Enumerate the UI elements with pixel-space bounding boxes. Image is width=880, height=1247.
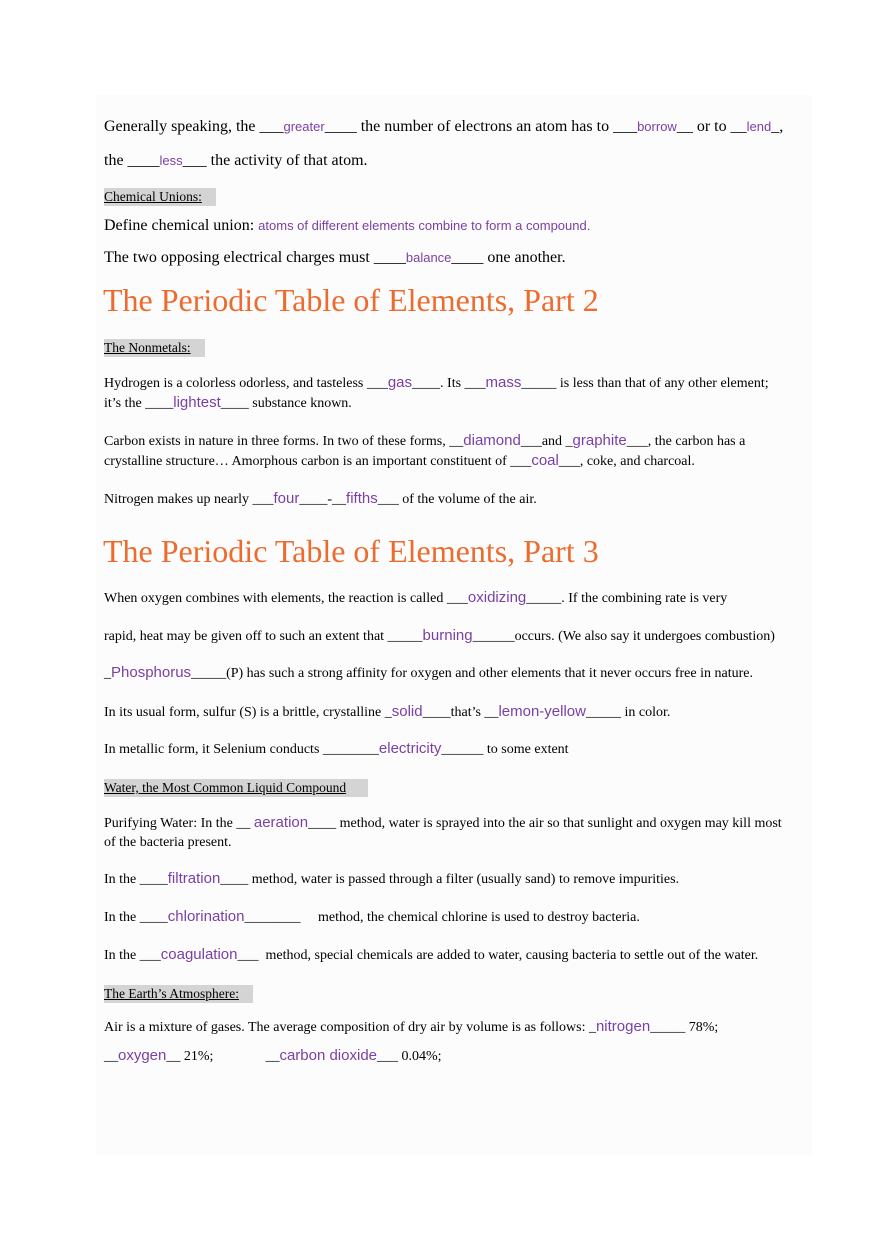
selenium-sentence: In metallic form, it Selenium conducts ________electricity______ to some extent	[104, 740, 569, 757]
opposing-charges-sentence: The two opposing electrical charges must ____balance____ one another.	[104, 249, 566, 266]
answer-filtration: filtration	[167, 870, 221, 887]
answer-lemon-yellow: lemon-yellow	[498, 703, 586, 720]
define-chemical-union: Define chemical union: atoms of different elements combine to form a compound.	[104, 217, 591, 234]
answer-lend: lend	[746, 119, 772, 134]
answer-less: less	[159, 153, 183, 168]
sulfur-sentence: In its usual form, sulfur (S) is a brittle, crystalline _solid____that’s __lemon-yellow_____ in color.	[104, 703, 671, 720]
answer-balance: balance	[405, 250, 452, 265]
chlorination-sentence: In the ____chlorination________ method, the chemical chlorine is used to destroy bacteria.	[104, 908, 640, 925]
answer-diamond: diamond	[463, 432, 521, 449]
oxygen-sentence-1: When oxygen combines with elements, the reaction is called ___oxidizing_____. If the combining rate is very	[104, 589, 728, 606]
oxygen-sentence-2: rapid, heat may be given off to such an extent that _____burning______occurs. (We also say it undergoes combustion)	[104, 627, 775, 644]
answer-chlorination: chlorination	[167, 908, 245, 925]
answer-lightest: lightest	[173, 394, 221, 411]
electrons-sentence: Generally speaking, the ___greater____ the number of electrons an atom has to ___borrow__ or to __lend_,	[104, 118, 784, 135]
answer-oxygen: oxygen	[118, 1047, 167, 1064]
answer-mass: mass	[485, 374, 522, 391]
chemical-unions-label: Chemical Unions:	[104, 188, 216, 206]
hydrogen-paragraph: Hydrogen is a colorless odorless, and tasteless ___gas____. Its ___mass_____ is less than that of any other element; it’s the ____lightest____ substance known.	[104, 374, 769, 411]
heading-part-2: The Periodic Table of Elements, Part 2	[103, 282, 599, 318]
answer-graphite: graphite	[572, 432, 627, 449]
answer-borrow: borrow	[637, 119, 677, 134]
answer-phosphorus: Phosphorus	[111, 664, 192, 681]
answer-gas: gas	[387, 374, 413, 391]
coagulation-sentence: In the ___coagulation___ method, special chemicals are added to water, causing bacteria to settle out of the water.	[104, 946, 759, 963]
activity-sentence: the ____less___ the activity of that atom.	[104, 152, 368, 169]
answer-coagulation: coagulation	[160, 946, 238, 963]
nitrogen-sentence: Nitrogen makes up nearly ___four____-__fifths___ of the volume of the air.	[104, 490, 537, 507]
heading-part-3: The Periodic Table of Elements, Part 3	[103, 533, 599, 569]
answer-fifths: fifths	[346, 490, 378, 507]
answer-coal: coal	[531, 452, 559, 469]
carbon-paragraph: Carbon exists in nature in three forms. In two of these forms, __diamond___and _graphite___, the carbon has a crystalline structure… Amorphous carbon is an important constituent of ___coal___, coke, and charcoal.	[104, 432, 746, 469]
air-composition-line-2: __oxygen__ 21%; __carbon dioxide___ 0.04%;	[104, 1047, 442, 1064]
answer-aeration: aeration	[253, 814, 309, 831]
answer-solid: solid	[391, 703, 423, 720]
water-label: Water, the Most Common Liquid Compound	[104, 779, 368, 797]
answer-nitrogen: nitrogen	[595, 1018, 651, 1035]
atmosphere-label: The Earth’s Atmosphere:	[104, 985, 253, 1003]
answer-oxidizing: oxidizing	[467, 589, 527, 606]
aeration-paragraph: Purifying Water: In the __ aeration____ method, water is sprayed into the air so that sunlight and oxygen may kill most of the bacteria present.	[104, 814, 782, 850]
answer-four: four	[273, 490, 300, 507]
air-composition-sentence: Air is a mixture of gases. The average composition of dry air by volume is as follows: _nitrogen_____ 78%;	[104, 1018, 719, 1035]
nonmetals-label: The Nonmetals:	[104, 339, 205, 357]
answer-burning: burning	[422, 627, 473, 644]
answer-greater: greater	[283, 119, 325, 134]
answer-electricity: electricity	[378, 740, 442, 757]
answer-carbon-dioxide: carbon dioxide	[279, 1047, 378, 1064]
answer-chemical-union: atoms of different elements combine to form a compound.	[258, 218, 591, 233]
filtration-sentence: In the ____filtration____ method, water is passed through a filter (usually sand) to remove impurities.	[104, 870, 680, 887]
phosphorus-sentence: _Phosphorus_____(P) has such a strong affinity for oxygen and other elements that it never occurs free in nature.	[104, 664, 753, 681]
